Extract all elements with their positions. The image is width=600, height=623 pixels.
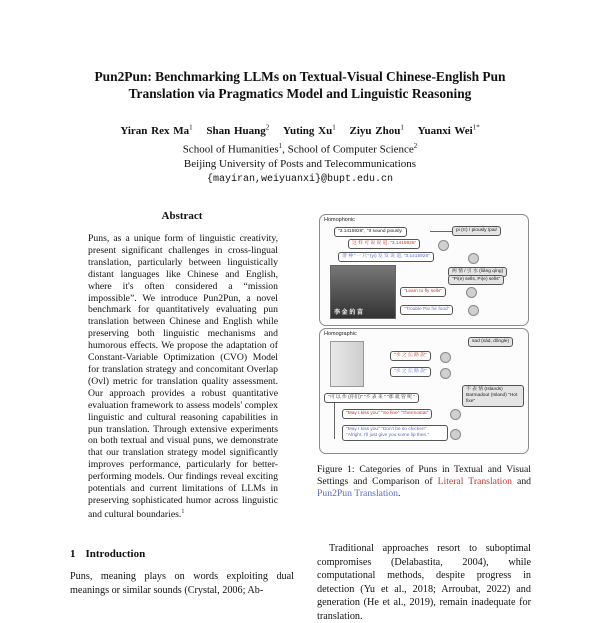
literal-translation-bubble: "May I kiss you" "So fine" "Thermostat" (342, 409, 432, 419)
literal-translation-bubble: 这 样 可 说 说 道, "3.1415926" (348, 239, 420, 249)
homographic-panel (319, 328, 529, 454)
homophonic-panel (319, 214, 529, 326)
literal-translation-bubble: "水 之 伝 路 說" (390, 351, 431, 361)
pun-explanation-bubble: 两 情 / 引 水 (liǎng qíng) (448, 267, 507, 277)
affiliation-2: Beijing University of Posts and Telecommunications (183, 158, 417, 171)
visual-pun-photo (330, 265, 396, 319)
author-names (60, 120, 540, 139)
author: Yuanxi Wei$^{1*}$ (417, 123, 480, 137)
pun-explanation-bubble: pi (π) / piously /pai/ (452, 226, 501, 236)
author: Ziyu Zhou$^1$ (349, 123, 404, 137)
abstract-heading: Abstract (161, 210, 203, 222)
sad-face-icon (440, 352, 451, 363)
paper-title: Pun2Pun: Benchmarking LLMs on Textual-Visual Chinese-English Pun Translation via Pragmatics Model and Linguistic Reasoning (94, 69, 506, 101)
fridge-image (330, 341, 364, 387)
pun2pun-translation-bubble: "水 之 伝 路 說" (390, 367, 431, 377)
homographic-label: Homographic (324, 331, 357, 337)
pun2pun-translation-bubble: 谐 神 "一 只" (yi) 发 发 说 道, "3.1415926" (338, 252, 434, 262)
pun2pun-translation-bubble: "May I kiss you" "Don't be so chicken" "Alright, I'll just give you some lip then." (342, 425, 448, 441)
figure-1 (317, 214, 531, 454)
pun-bubble: "3.1415926", "It sound piously. (334, 227, 407, 237)
author: Yiran Rex Ma$^1$ (120, 123, 193, 137)
abstract-body: Puns, as a unique form of linguistic creativity, present significant challenges in cross-lingual translation, particularly between linguistically distant languages like Chinese and English, where it's often considered a “mission impossible”. We introduce Pun2Pun, a novel benchmark for quantitatively evaluating pun translation between Chinese and English while preserving both linguistic mechanisms and humorous effects. We propose the adaptation of Constant-Variable Optimization (CVO) Model for translation strategy and concomitant Overlap (Ovl) metric for translation quality assessment. Our approach provides a robust quantitative evaluation framework to assess models' complex linguistic and cultural reasoning capabilities in pun translation. Through extensive experiments on both textual and visual puns, we demonstrate that our translation strategy model significantly improves performance, particularly for better-performing models. Our findings reveal exciting potentials and current limitations of LLMs in preserving sophisticated humor across linguistic and cultural boundaries.$^1$ (88, 233, 278, 521)
author-block (60, 120, 540, 187)
homophonic-label: Homophonic (324, 217, 355, 223)
affiliation-1: School of Humanities$^1$, School of Computer Science$^2$ (182, 141, 418, 156)
happy-face-icon (450, 429, 461, 440)
author-email[interactable]: {mayiran,weiyuanxi}@bupt.edu.cn (206, 174, 394, 186)
connector-line (430, 231, 452, 232)
literal-translation-bubble: "Learn to fly sells" (400, 287, 446, 297)
happy-face-icon (468, 253, 479, 264)
connector-line (334, 403, 335, 439)
pun-explanation-bubble: "Pi(e) sells, Pi(e) sells" (448, 275, 504, 285)
introduction-text: Puns, meaning plays on words exploiting dual meanings or similar sounds (Crystal, 2006; Ab- (70, 571, 294, 596)
happy-face-icon (468, 305, 479, 316)
author: Yuting Xu$^1$ (283, 123, 336, 137)
sad-face-icon (466, 287, 477, 298)
section-heading-introduction: 1 Introduction (70, 548, 146, 560)
right-column-paragraph: Traditional approaches resort to suboptimal compromises (Delabastita, 2004), while computational methods, despite progress in detection (Yu et al., 2018; Arroubat, 2022) and generation (He et al., 2019), remain inadequate for translation. (317, 543, 531, 622)
pun-bubble: "可 以 作 (你们)" "不 表 来 " "那 就 管 呢 " (324, 393, 419, 403)
pun-explanation-bubble: sad (sǎd, dǒngle) (468, 337, 513, 347)
figure-caption: Figure 1: Categories of Puns in Textual and Visual Settings and Comparison of Literal Translation and Pun2Pun Translation. (317, 464, 532, 499)
sad-face-icon (438, 240, 449, 251)
pun2pun-translation-bubble: "Trouble Pie for food" (400, 305, 453, 315)
pun-explanation-bubble: 不 表 情 (Islands) Barmadout (Island) "Hot fixe" (462, 385, 524, 407)
author: Shan Huang$^2$ (206, 123, 270, 137)
photo-caption: 李 金 的 苗 (334, 310, 364, 316)
happy-face-icon (440, 368, 451, 379)
footnote-mark[interactable]: 1 (181, 508, 185, 515)
sad-face-icon (450, 409, 461, 420)
